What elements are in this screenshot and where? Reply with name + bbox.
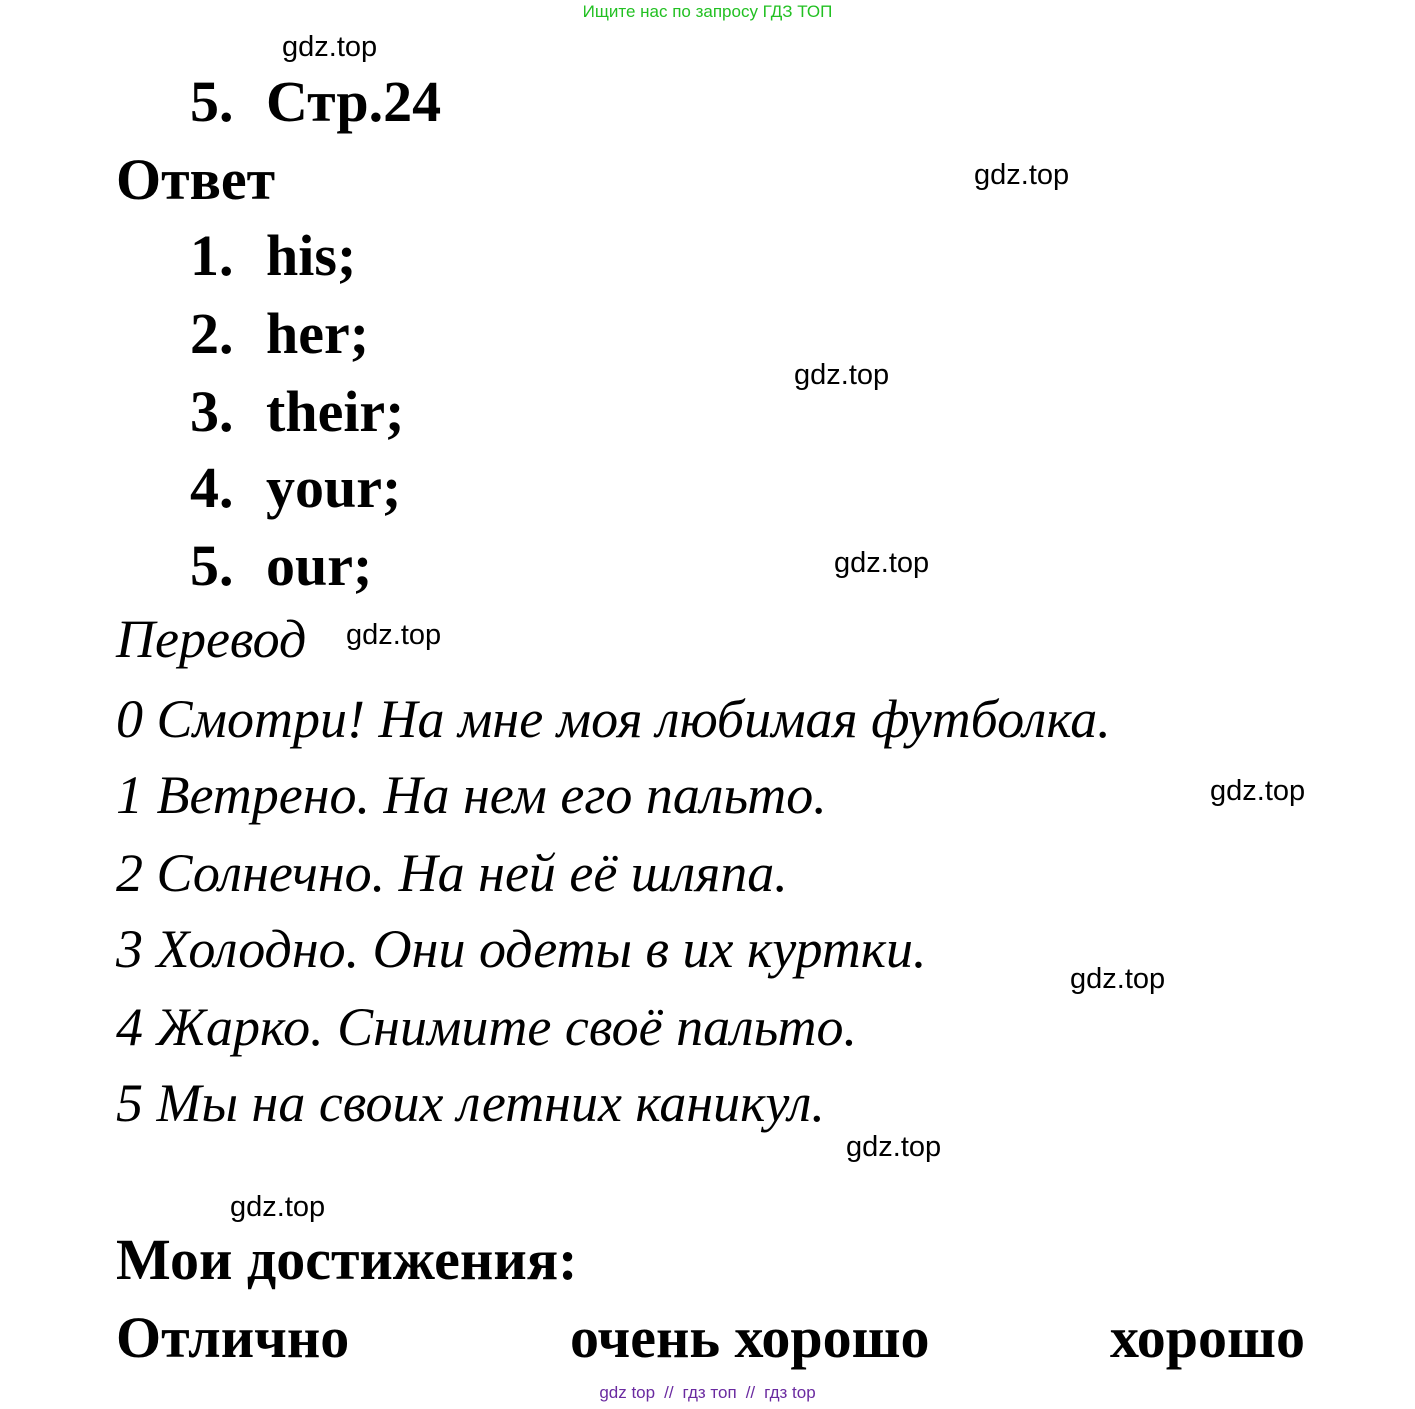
task-page: Стр.24 <box>266 69 442 134</box>
watermark: gdz.top <box>794 359 890 391</box>
translation-line: 3 Холодно. Они одеты в их куртки. <box>116 919 927 979</box>
footer-link-gdz-top-ru[interactable]: гдз топ <box>682 1383 737 1402</box>
watermark: gdz.top <box>230 1191 326 1223</box>
footer-link-gdz-top-mixed[interactable]: гдз top <box>764 1383 816 1402</box>
watermark: gdz.top <box>846 1131 942 1163</box>
footer-separator: // <box>745 1383 756 1402</box>
translation-line: 5 Мы на своих летних каникул. <box>116 1073 825 1133</box>
achievement-level-good: хорошо <box>1110 1305 1306 1370</box>
footer-link-gdz-top[interactable]: gdz top <box>599 1383 656 1402</box>
translation-line: 1 Ветрено. На нем его пальто. <box>116 765 827 825</box>
watermark: gdz.top <box>282 31 378 63</box>
task-number: 5. <box>190 69 234 134</box>
translation-line: 0 Смотри! На мне моя любимая футболка. <box>116 689 1111 749</box>
answer-item-word: her; <box>266 301 370 366</box>
answer-item-number: 4. <box>190 455 234 520</box>
watermark: gdz.top <box>1070 963 1166 995</box>
achievements-heading: Мои достижения: <box>116 1227 578 1292</box>
translation-heading: Перевод <box>116 609 307 669</box>
answer-item-word: his; <box>266 223 357 288</box>
footer-links <box>0 1381 1415 1405</box>
answer-item-number: 2. <box>190 301 234 366</box>
answer-item-word: your; <box>266 455 402 520</box>
answer-heading: Ответ <box>116 147 276 212</box>
answer-item-number: 1. <box>190 223 234 288</box>
watermark: gdz.top <box>346 619 442 651</box>
watermark: gdz.top <box>974 159 1070 191</box>
achievement-level-excellent: Отлично <box>116 1305 350 1370</box>
translation-line: 4 Жарко. Снимите своё пальто. <box>116 997 857 1057</box>
watermark: gdz.top <box>1210 775 1306 807</box>
answer-item-number: 3. <box>190 379 234 444</box>
footer-separator: // <box>664 1383 674 1402</box>
achievement-level-very-good: очень хорошо <box>570 1305 930 1370</box>
answer-item-word: their; <box>266 379 405 444</box>
answer-item-number: 5. <box>190 533 234 598</box>
top-search-banner: Ищите нас по запросу ГДЗ ТОП <box>582 2 833 21</box>
answer-item-word: our; <box>266 533 373 598</box>
watermark: gdz.top <box>834 547 930 579</box>
translation-line: 2 Солнечно. На ней её шляпа. <box>116 843 788 903</box>
